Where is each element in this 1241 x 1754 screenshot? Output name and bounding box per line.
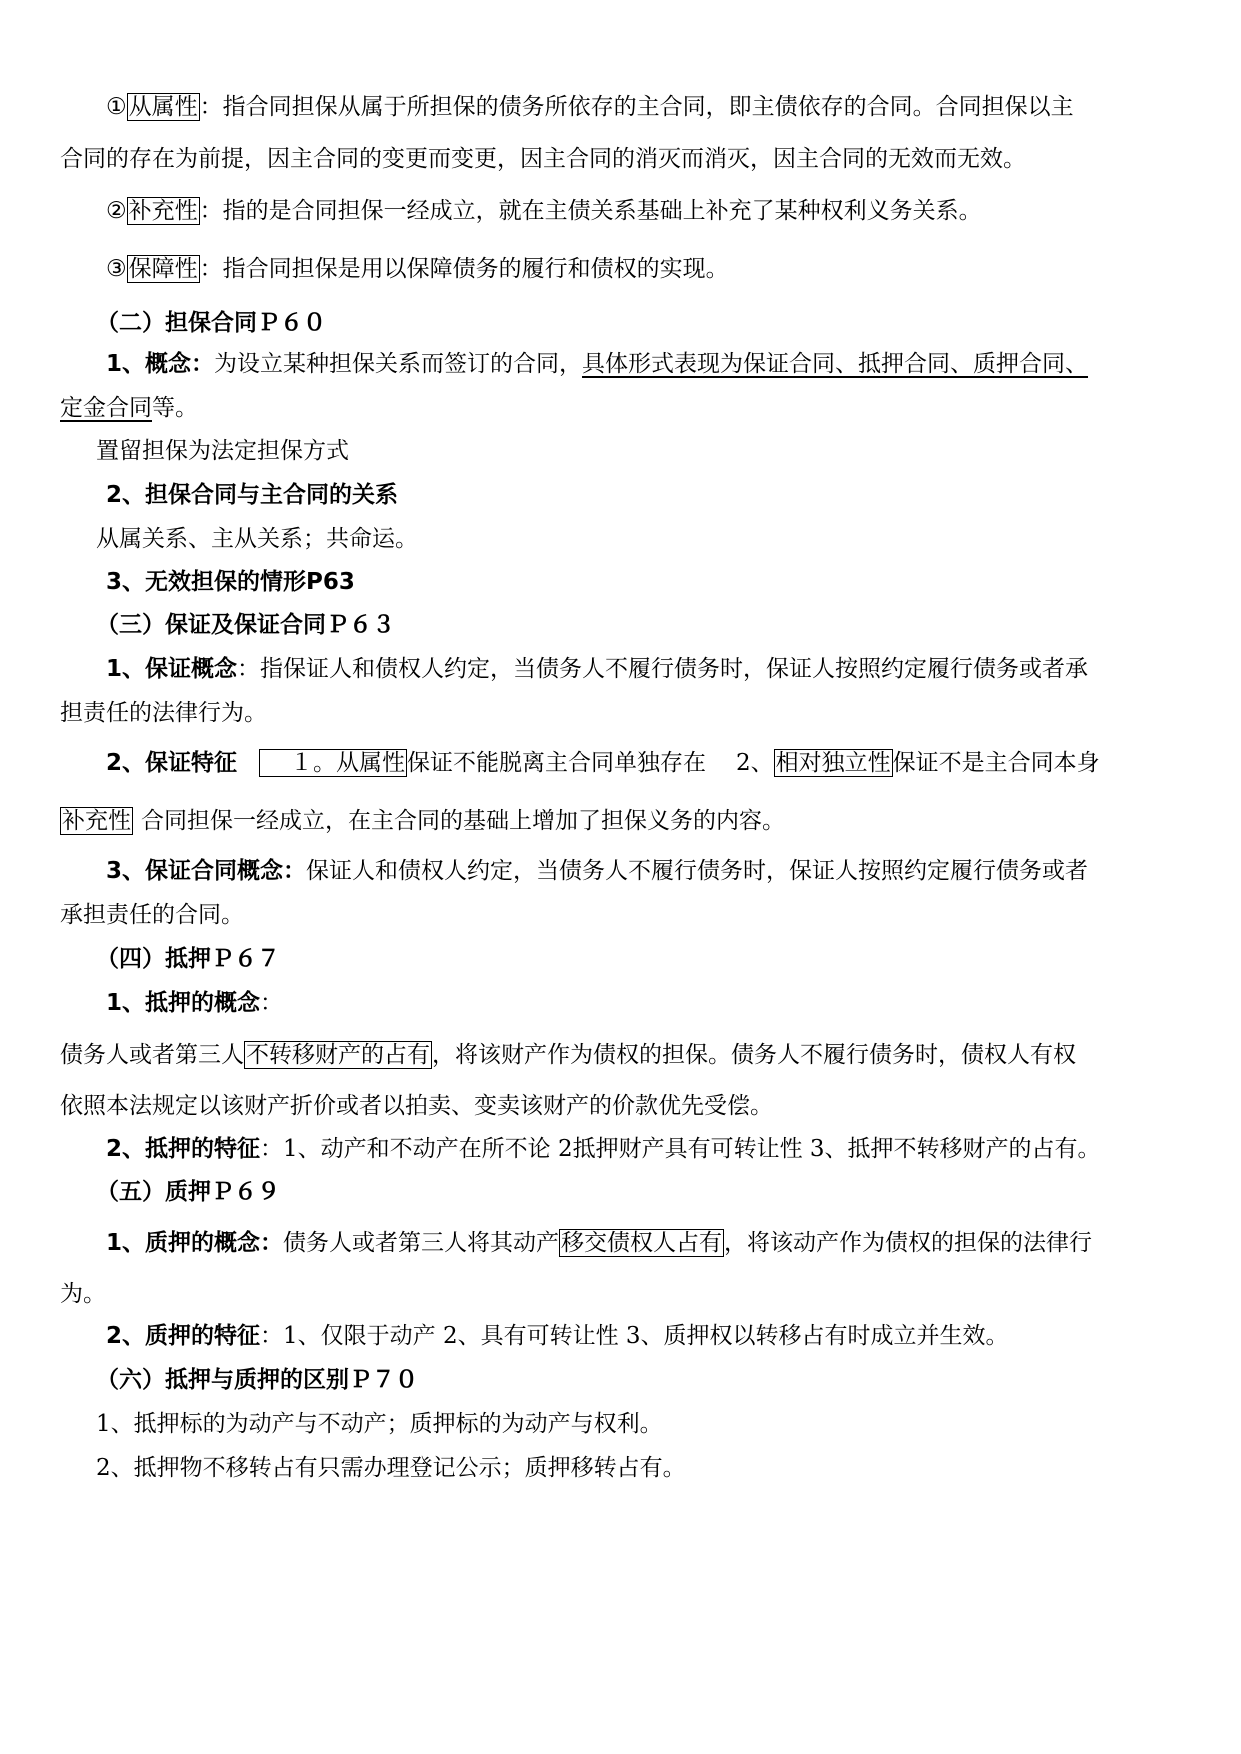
paragraph-concept: [106, 349, 1088, 379]
paragraph-text: ，将该动产作为债权的担保的法律行: [724, 1230, 1093, 1256]
item-heading: 2、担保合同与主合同的关系: [106, 482, 399, 508]
paragraph-text: 保证不能脱离主合同单独存在: [407, 750, 707, 776]
item-heading: 3、无效担保的情形P63: [106, 569, 355, 595]
underlined-text: 具体形式表现为保证合同、抵押合同、质押合同、: [582, 351, 1089, 377]
boxed-term: 不转移财产的占有: [246, 1042, 430, 1068]
boxed-term: 保障性: [128, 256, 198, 282]
paragraph-continuation: 依照本法规定以该财产折价或者以拍卖、变卖该财产的价款优先受偿。: [60, 1093, 773, 1119]
section-heading: （三）保证及保证合同Ｐ６３: [96, 612, 395, 638]
paragraph-continuation: [60, 393, 198, 423]
paragraph-text: 债务人或者第三人将其动产: [283, 1230, 560, 1256]
paragraph-text: ：指合同担保从属于所担保的债务所依存的主合同，即主债依存的合同。合同担保以主: [199, 94, 1074, 120]
paragraph-mortgage-features: [106, 1134, 1101, 1164]
paragraph-text: ：1、仅限于动产 2、具有可转让性 3、质押权以转移占有时成立并生效。: [260, 1323, 1009, 1349]
paragraph-mortgage-concept: [60, 1040, 1076, 1070]
paragraph-subordination: [106, 92, 1074, 122]
boxed-term: 相对独立性: [775, 750, 891, 776]
paragraph-text: ：指保证人和债权人约定，当债务人不履行债务时，保证人按照约定履行债务或者承: [237, 656, 1089, 682]
boxed-term: １。从属性: [259, 749, 407, 777]
paragraph-security: [106, 254, 729, 284]
paragraph-pledge-features: [106, 1321, 1009, 1351]
boxed-term: 补充性: [128, 198, 198, 224]
paragraph-text: ：指合同担保是用以保障债务的履行和债权的实现。: [199, 256, 729, 282]
paragraph-guarantee-concept: [106, 654, 1088, 684]
paragraph-text: ：指的是合同担保一经成立，就在主债关系基础上补充了某种权利义务关系。: [199, 198, 982, 224]
paragraph-text: ：1、动产和不动产在所不论 2抵押财产具有可转让性 3、抵押不转移财产的占有。: [260, 1136, 1101, 1162]
paragraph-continuation: 担责任的法律行为。: [60, 700, 267, 726]
item-heading: [106, 988, 283, 1018]
circled-number: ①: [106, 94, 127, 120]
difference-item: 2、抵押物不移转占有只需办理登记公示；质押移转占有。: [96, 1455, 686, 1481]
paragraph-text: 合同担保一经成立，在主合同的基础上增加了担保义务的内容。: [141, 808, 785, 834]
paragraph-text: 债务人或者第三人: [60, 1042, 244, 1068]
item-label: 2、保证特征: [106, 750, 238, 776]
paragraph-pledge-concept: [106, 1228, 1092, 1258]
section-heading: （五）质押Ｐ６９: [96, 1179, 280, 1205]
item-label: 1、概念：: [106, 351, 215, 377]
item-label: 1、抵押的概念: [106, 990, 261, 1016]
section-heading: （六）抵押与质押的区别Ｐ７０: [96, 1367, 418, 1393]
paragraph-continuation: [60, 806, 785, 836]
section-heading: （四）抵押Ｐ６７: [96, 946, 280, 972]
paragraph-continuation: 为。: [60, 1281, 106, 1307]
difference-item: 1、抵押标的为动产与不动产；质押标的为动产与权利。: [96, 1411, 663, 1437]
item-label: 1、保证概念: [106, 656, 238, 682]
boxed-term: 补充性: [62, 808, 131, 834]
paragraph-text: ，将该财产作为债权的担保。债务人不履行债务时，债权人有权: [432, 1042, 1076, 1068]
colon: ：: [260, 990, 284, 1016]
item-number: 2、: [736, 750, 774, 776]
paragraph-text: 保证不是主合同本身: [892, 750, 1100, 776]
paragraph-guarantee-features: [106, 748, 1100, 778]
paragraph-continuation: 合同的存在为前提，因主合同的变更而变更，因主合同的消灭而消灭，因主合同的无效而无效。: [60, 146, 1026, 172]
item-label: 2、质押的特征: [106, 1323, 261, 1349]
circled-number: ③: [106, 256, 127, 282]
item-label: 1、质押的概念：: [106, 1230, 284, 1256]
paragraph-continuation: 承担责任的合同。: [60, 902, 244, 928]
circled-number: ②: [106, 198, 127, 224]
paragraph-guarantee-contract: [106, 856, 1088, 886]
underlined-text: 定金合同: [60, 395, 152, 421]
paragraph-text: 保证人和债权人约定，当债务人不履行债务时，保证人按照约定履行债务或者: [306, 858, 1089, 884]
paragraph-text: 从属关系、主从关系；共命运。: [96, 526, 418, 552]
paragraph-supplementary: [106, 196, 982, 226]
item-label: 3、保证合同概念：: [106, 858, 307, 884]
item-label: 2、抵押的特征: [106, 1136, 261, 1162]
section-heading: （二）担保合同Ｐ６０: [96, 310, 326, 336]
paragraph-text: 等。: [152, 395, 198, 421]
boxed-term: 从属性: [128, 94, 198, 120]
paragraph-text: 为设立某种担保关系而签订的合同，: [214, 351, 583, 377]
boxed-term: 移交债权人占有: [561, 1230, 723, 1256]
note-text: 置留担保为法定担保方式: [96, 438, 349, 464]
